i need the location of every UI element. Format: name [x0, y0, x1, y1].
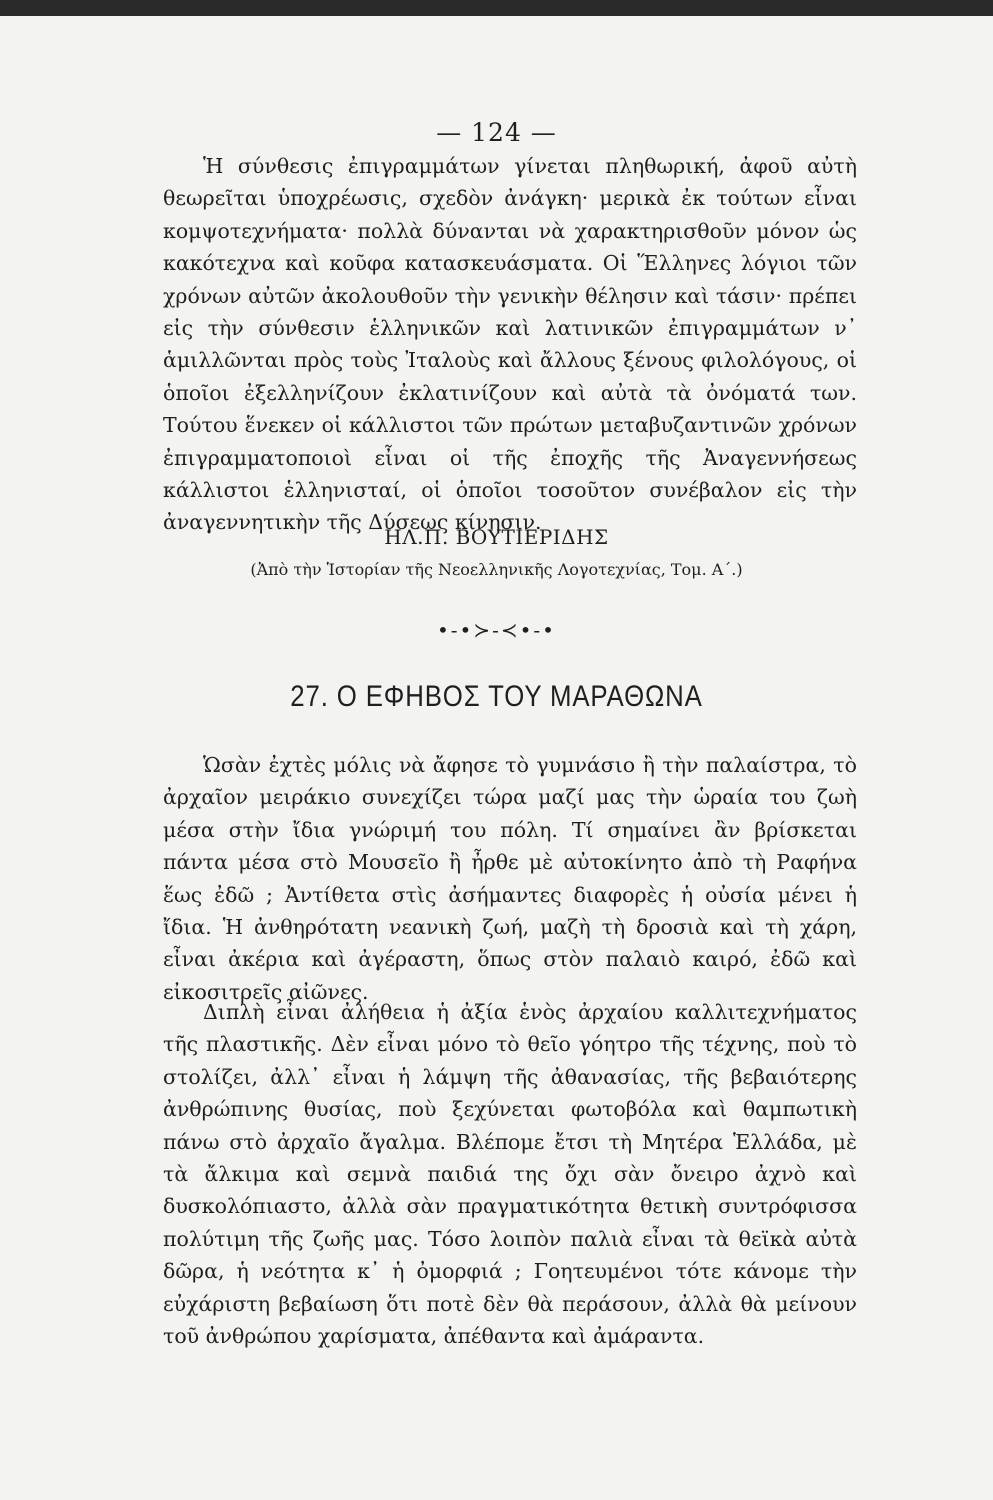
text-block-section-1 — [163, 749, 857, 1008]
scan-top-edge — [0, 0, 993, 16]
ornament-divider: •-•≻-≺•-• — [437, 618, 556, 642]
text-block-section-2 — [163, 996, 857, 1352]
page-number: — 124 — — [436, 118, 557, 147]
paragraph: Ἡ σύνθεσις ἐπιγραμμάτων γίνεται πληθωρική, ἀφοῦ αὐτὴ θεωρεῖται ὑποχρέωσις, σχεδὸν ἀνάγκη· μερικὰ ἐκ τούτων εἶναι κομψοτεχνήματα· πολλὰ δύνανται νὰ χαρακτηρισθοῦν μόνον ὡς κακότεχνα καὶ κοῦφα κατασκευάσματα. Οἱ Ἕλληνες λόγιοι τῶν χρόνων αὐτῶν ἀκολουθοῦν τὴν γενικὴν θέλησιν καὶ τάσιν· πρέπει εἰς τὴν σύνθεσιν ἑλληνικῶν καὶ λατινικῶν ἐπιγραμμάτων ν᾿ ἁμιλλῶνται πρὸς τοὺς Ἰταλοὺς καὶ ἄλλους ξένους φιλολόγους, οἱ ὁποῖοι ἐξελληνίζουν ἐκλατινίζουν καὶ αὐτὰ τὰ ὀνόματά των. Τούτου ἕνεκεν οἱ κάλλιστοι τῶν πρώτων μεταβυζαντινῶν χρόνων ἐπιγραμματοποιοὶ εἶναι οἱ τῆς ἐποχῆς τῆς Ἀναγεννήσεως κάλλιστοι ἑλληνισταί, οἱ ὁποῖοι τοσοῦτον συνέβαλον εἰς τὴν ἀναγεννητικὴν τῆς Δύσεως κίνησιν. — [163, 154, 857, 535]
section-heading: 27. Ο ΕΦΗΒΟΣ ΤΟΥ ΜΑΡΑΘΩΝΑ — [290, 680, 703, 713]
text-block-intro — [163, 150, 857, 539]
source-citation: (Ἀπὸ τὴν Ἱστορίαν τῆς Νεοελληνικῆς Λογοτεχνίας, Τομ. Α΄.) — [250, 560, 743, 579]
author-signature: ΗΛ.Π. ΒΟΥΤΙΕΡΙΔΗΣ — [384, 525, 609, 549]
paragraph: Ὡσὰν ἐχτὲς μόλις νὰ ἄφησε τὸ γυμνάσιο ἢ τὴν παλαίστρα, τὸ ἀρχαῖον μειράκιο συνεχίζει τώρα μαζί μας τὴν ὡραία του ζωὴ μέσα στὴν ἴδια γνώριμή του πόλη. Τί σημαίνει ἂν βρίσκεται πάντα μέσα στὸ Μουσεῖο ἢ ἦρθε μὲ αὐτοκίνητο ἀπὸ τὴ Ραφήνα ἕως ἐδῶ ; Ἀντίθετα στὶς ἀσήμαντες διαφορὲς ἡ οὐσία μένει ἡ ἴδια. Ἡ ἀνθηρότατη νεανικὴ ζωή, μαζὴ τὴ δροσιὰ καὶ τὴ χάρη, εἶναι ἀκέρια καὶ ἀγέραστη, ὅπως στὸν παλαιὸ καιρό, ἐδῶ καὶ εἰκοσιτρεῖς αἰῶνες. — [163, 753, 857, 1004]
paragraph: Διπλὴ εἶναι ἀλήθεια ἡ ἀξία ἑνὸς ἀρχαίου καλλιτεχνήματος τῆς πλαστικῆς. Δὲν εἶναι μόνο τὸ θεῖο γόητρο τῆς τέχνης, ποὺ τὸ στολίζει, ἀλλ᾿ εἶναι ἡ λάμψη τῆς ἀθανασίας, τῆς βεβαιότερης ἀνθρώπινης θυσίας, ποὺ ξεχύνεται φωτοβόλα καὶ θαμπωτικὴ πάνω στὸ ἀρχαῖο ἄγαλμα. Βλέπομε ἔτσι τὴ Μητέρα Ἑλλάδα, μὲ τὰ ἄλκιμα καὶ σεμνὰ παιδιά της ὄχι σὰν ὄνειρο ἀχνὸ καὶ δυσκολόπιαστο, ἀλλὰ σὰν πραγματικότητα θετικὴ συντρόφισσα πολύτιμη τῆς ζωῆς μας. Τόσο λοιπὸν παλιὰ εἶναι τὰ θεϊκὰ αὐτὰ δῶρα, ἡ νεότητα κ᾿ ἡ ὀμορφιά ; Γοητευμένοι τότε κάνομε τὴν εὐχάριστη βεβαίωση ὅτι ποτὲ δὲν θὰ περάσουν, ἀλλὰ θὰ μείνουν τοῦ ἀνθρώπου χαρίσματα, ἀπέθαντα καὶ ἀμάραντα. — [163, 1000, 857, 1349]
